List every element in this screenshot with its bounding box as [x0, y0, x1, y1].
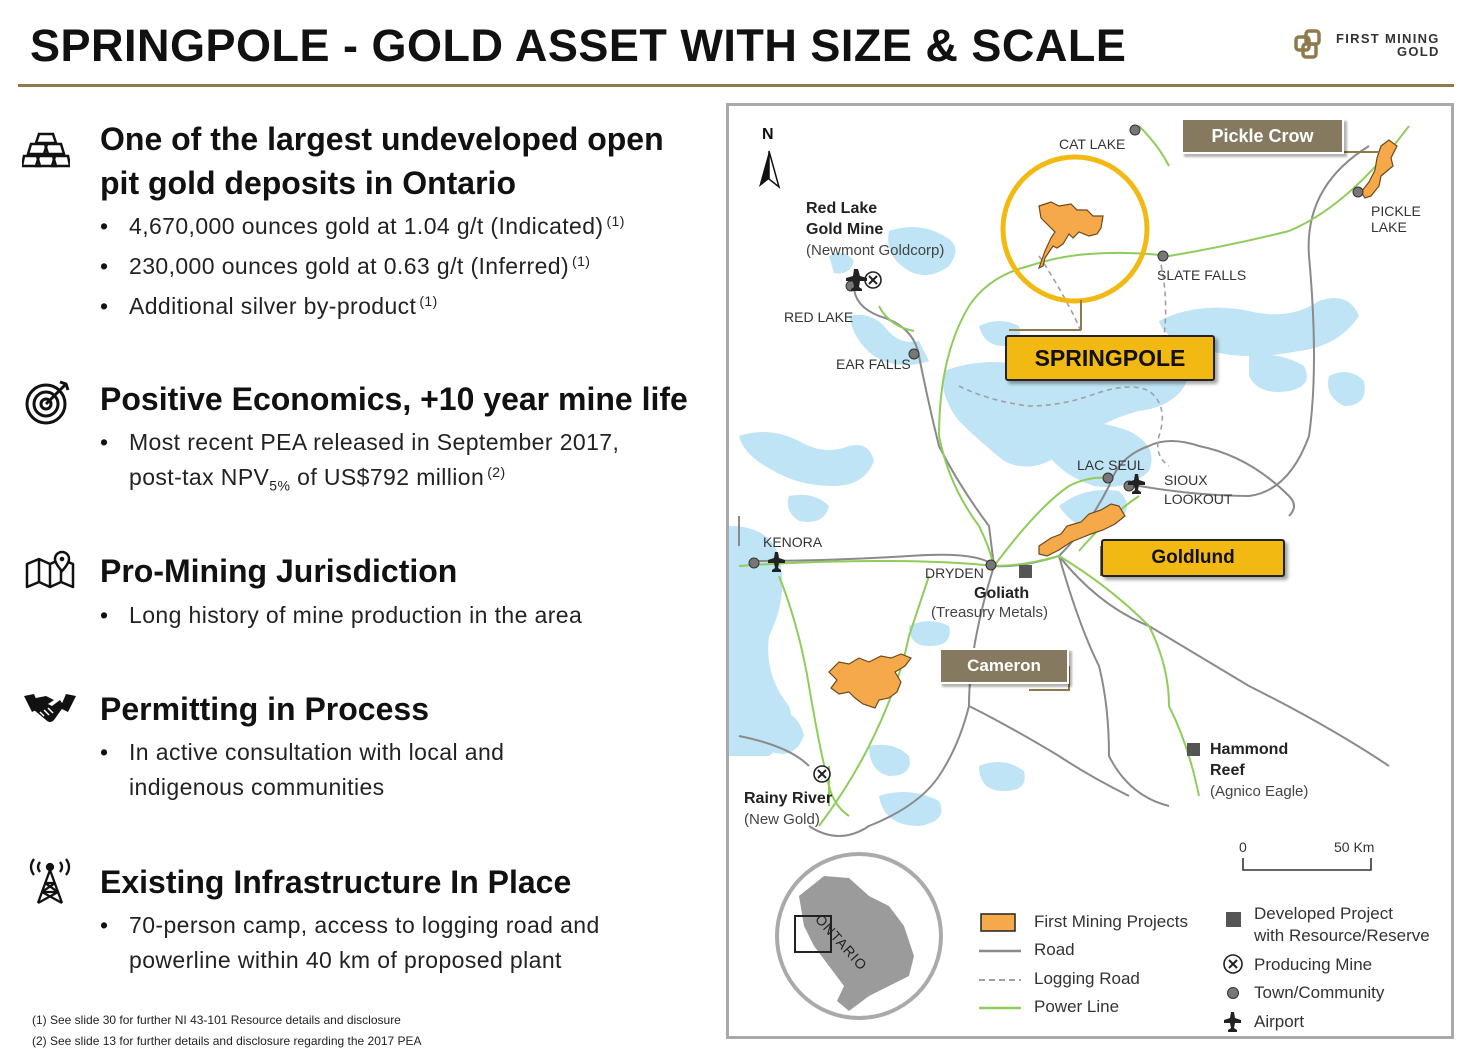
- legend-developed: [1254, 904, 1430, 946]
- section-heading-deposit: [100, 117, 664, 205]
- springpole-deposit: [1039, 202, 1103, 268]
- legend-airport-swatch: [1224, 1012, 1241, 1032]
- bullet-line-1: In active consultation with local and: [129, 739, 505, 765]
- label-red-lake: RED LAKE: [784, 309, 854, 325]
- economics-bullets: [100, 425, 619, 504]
- red-lake-owner: (Newmont Goldcorp): [806, 242, 945, 259]
- town-pickle-lake: [1353, 187, 1363, 197]
- town-slate-falls: [1158, 251, 1168, 261]
- legend-producing-swatch: [1224, 955, 1242, 973]
- label-hammond-reef: [1210, 739, 1308, 802]
- section-heading-infrastructure: Existing Infrastructure In Place: [100, 864, 572, 900]
- deposit-bullets: [100, 209, 625, 324]
- permitting-bullets: [100, 735, 504, 805]
- legend-airport: Airport: [1254, 1012, 1305, 1031]
- label-pickle-line-1: PICKLE: [1371, 203, 1421, 219]
- bullet-indicated: [100, 209, 625, 244]
- legend-developed-line-1: Developed Project: [1254, 904, 1393, 923]
- legend-first-mining: First Mining Projects: [1034, 912, 1188, 931]
- hammond-owner: (Agnico Eagle): [1210, 783, 1309, 800]
- label-lac-seul: LAC SEUL: [1077, 457, 1145, 473]
- rainy-river-mine-icon: [814, 766, 830, 782]
- heading-line-2: pit gold deposits in Ontario: [100, 165, 516, 201]
- ontario-inset: [777, 854, 941, 1018]
- cameron-deposit: [829, 654, 911, 708]
- legend-road: Road: [1034, 940, 1075, 959]
- legend-town: Town/Community: [1254, 983, 1385, 1002]
- bullet-line-1: 70-person camp, access to logging road and: [129, 912, 600, 938]
- goldlund-tag: Goldlund: [1101, 539, 1285, 577]
- bullet-text: 230,000 ounces gold at 0.63 g/t (Inferred): [129, 253, 570, 279]
- goliath-marker: [1019, 565, 1032, 578]
- label-cat-lake: CAT LAKE: [1059, 136, 1126, 152]
- bullet-inferred: [100, 249, 625, 284]
- label-ear-falls: EAR FALLS: [836, 356, 911, 372]
- antenna-tower-icon: [28, 855, 72, 905]
- bullet-line-2-end: of US$792 million: [290, 464, 485, 490]
- bullet-line-2: powerline within 40 km of proposed plant: [129, 947, 562, 973]
- legend-power-line: Power Line: [1034, 997, 1120, 1016]
- label-goliath-owner: [931, 602, 1048, 623]
- legend-logging-road: Logging Road: [1034, 969, 1140, 988]
- section-heading-jurisdiction: Pro-Mining Jurisdiction: [100, 553, 458, 589]
- springpole-tag: SPRINGPOLE: [1005, 335, 1215, 381]
- label-sioux-lookout: [1164, 472, 1232, 507]
- footnote-ref: (1): [606, 213, 625, 229]
- north-label: N: [762, 126, 774, 143]
- logo-line-2: GOLD: [1396, 44, 1440, 59]
- section-heading-permitting: Permitting in Process: [100, 691, 429, 727]
- bullet-silver: [100, 289, 625, 324]
- label-goliath: [974, 583, 1029, 604]
- legend-developed-swatch: [1226, 912, 1241, 927]
- label-dryden: DRYDEN: [925, 565, 984, 581]
- logo-line-1: FIRST MINING: [1336, 31, 1440, 46]
- hammond-reef-marker: [1187, 743, 1200, 756]
- map-pin-icon: [24, 550, 76, 590]
- rainy-river-owner: (New Gold): [744, 811, 820, 828]
- label-slate-falls: SLATE FALLS: [1157, 267, 1247, 283]
- handshake-icon: [24, 692, 76, 726]
- bullet-pea: [100, 425, 619, 504]
- footnote-ref: (1): [419, 293, 438, 309]
- page-title: SPRINGPOLE - GOLD ASSET WITH SIZE & SCALE: [30, 20, 1127, 71]
- scale-start-label: 0: [1239, 839, 1247, 855]
- bullet-text: 4,670,000 ounces gold at 1.04 g/t (Indicated): [129, 213, 604, 239]
- red-lake-mine-icon: [865, 272, 881, 288]
- footnote-2: (2) See slide 13 for further details and disclosure regarding the 2017 PEA: [32, 1034, 422, 1048]
- heading-line-1: One of the largest undeveloped open: [100, 121, 664, 157]
- title-divider: [18, 84, 1454, 87]
- regional-map: [726, 103, 1454, 1039]
- label-kenora: KENORA: [763, 534, 823, 550]
- npv-subscript: 5%: [269, 477, 291, 494]
- footnote-1: (1) See slide 30 for further NI 43-101 Resource details and disclosure: [32, 1013, 401, 1027]
- hammond-line-1: Hammond: [1210, 741, 1289, 758]
- bullet-history: • Long history of mine production in the area: [100, 598, 582, 633]
- cameron-tag: Cameron: [939, 648, 1069, 684]
- legend-project-swatch: [981, 914, 1015, 931]
- pickle-crow-tag: Pickle Crow: [1181, 118, 1344, 154]
- bullet-line-2: post-tax NPV: [129, 464, 270, 490]
- jurisdiction-bullets: [100, 598, 582, 633]
- rainy-river-name: Rainy River: [744, 790, 833, 807]
- footnote-ref: (2): [487, 464, 506, 480]
- bullet-line-1: Most recent PEA released in September 2017,: [129, 429, 620, 455]
- north-arrow-icon: [759, 151, 779, 187]
- goliath-owner: (Treasury Metals): [931, 604, 1048, 621]
- goliath-name: Goliath: [974, 585, 1030, 602]
- logo-wordmark: [1336, 32, 1440, 58]
- inset-ontario-label: ONTARIO: [812, 911, 871, 974]
- bullet-camp: [100, 908, 600, 978]
- label-sioux-line-1: SIOUX: [1164, 472, 1208, 488]
- red-lake-line-2: Gold Mine: [806, 221, 884, 238]
- gold-bars-icon: [22, 130, 70, 170]
- bullet-line-2: indigenous communities: [129, 774, 385, 800]
- town-lac-seul: [1103, 473, 1113, 483]
- infrastructure-bullets: [100, 908, 600, 978]
- footnote-ref: (1): [572, 253, 591, 269]
- label-pickle-lake: [1371, 203, 1421, 235]
- section-heading-economics: Positive Economics, +10 year mine life: [100, 381, 688, 417]
- legend-town-swatch: [1228, 988, 1239, 999]
- scale-bar: [1243, 858, 1371, 870]
- town-cat-lake: [1130, 125, 1140, 135]
- target-icon: [24, 378, 72, 426]
- scale-end-label: 50 Km: [1334, 839, 1375, 855]
- label-red-lake-mine: [806, 198, 944, 261]
- town-kenora: [749, 558, 759, 568]
- red-lake-line-1: Red Lake: [806, 200, 878, 217]
- legend-developed-line-2: with Resource/Reserve: [1254, 926, 1430, 945]
- hammond-line-2: Reef: [1210, 762, 1245, 779]
- label-rainy-river: [744, 788, 832, 830]
- legend-producing: Producing Mine: [1254, 955, 1373, 974]
- label-pickle-line-2: LAKE: [1371, 219, 1407, 235]
- label-sioux-line-2: LOOKOUT: [1164, 491, 1233, 507]
- bullet-text: Additional silver by-product: [129, 293, 417, 319]
- bullet-consultation: [100, 735, 504, 805]
- town-dryden: [986, 560, 996, 570]
